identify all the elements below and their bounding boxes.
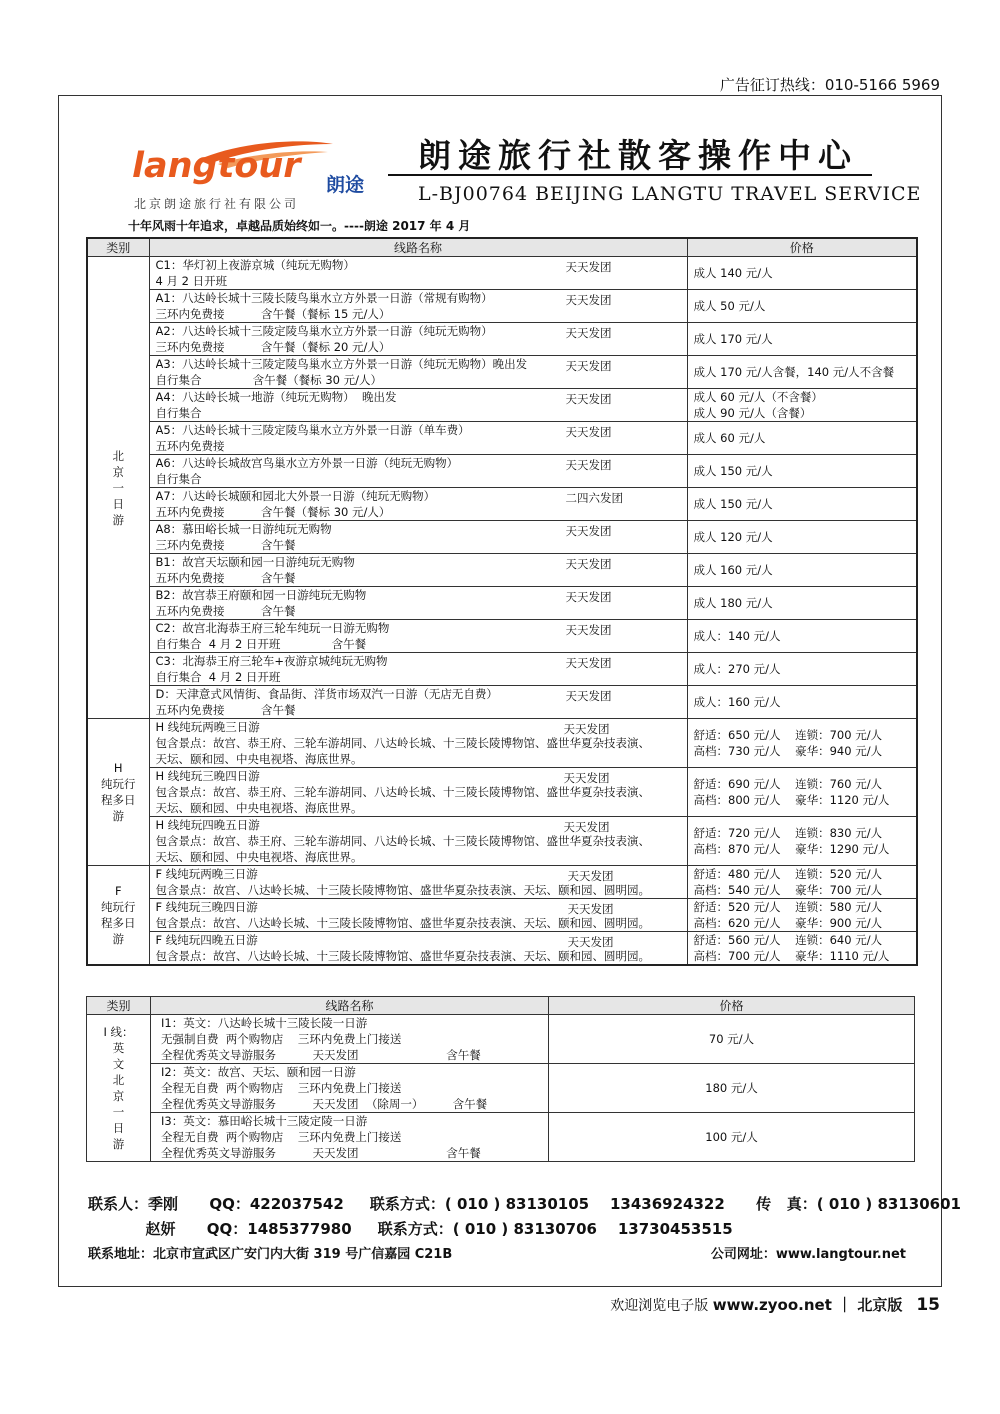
- price-cell: 成人 160 元/人: [687, 554, 917, 587]
- price-cell: 舒适：650 元/人 连锁：700 元/人 高档：730 元/人 豪华：940 元/人: [687, 719, 917, 768]
- route-title: H 线纯玩两晚三日游: [155, 720, 260, 734]
- depart-schedule: 二四六发团: [565, 491, 623, 505]
- route-detail: 全程无自费 两个购物店 三环内免费上门接送: [161, 1130, 402, 1144]
- route-detail-2: 天坛、颐和园、中央电视塔、海底世界。: [155, 801, 363, 815]
- route-title: A5：八达岭长城十三陵定陵鸟巢水立方外景一日游（单车费）: [155, 423, 470, 437]
- route-cell: [149, 620, 687, 653]
- table-row: [87, 455, 917, 488]
- table-row: [87, 587, 917, 620]
- routes-table: [86, 237, 918, 966]
- route-detail-2: 全程优秀英文导游服务 天天发团 （除周一） 含午餐: [161, 1097, 488, 1111]
- price-cell: 成人 170 元/人: [687, 323, 917, 356]
- category-cell: 北 京 一 日 游: [87, 257, 149, 719]
- price-cell: 成人：270 元/人: [687, 653, 917, 686]
- depart-schedule: 天天发团: [567, 869, 614, 883]
- category-cell: I 线： 英 文 北 京 一 日 游: [87, 1015, 151, 1162]
- table-row: [87, 866, 917, 899]
- table2-header-0: 类别: [87, 997, 151, 1015]
- price-cell: 180 元/人: [549, 1064, 915, 1113]
- slogan: 十年风雨十年追求，卓越品质始终如一。----朗途 2017 年 4 月: [128, 219, 471, 233]
- price-cell: 成人：140 元/人: [687, 620, 917, 653]
- depart-schedule: 天天发团: [565, 623, 612, 637]
- table-row: [87, 899, 917, 932]
- route-cell: [149, 653, 687, 686]
- table-header-2: 价格: [687, 238, 917, 257]
- route-title: A1：八达岭长城十三陵长陵鸟巢水立方外景一日游（常规有购物）: [155, 291, 493, 305]
- table-row: [87, 389, 917, 422]
- route-detail-2: 天坛、颐和园、中央电视塔、海底世界。: [155, 850, 363, 864]
- route-detail: 包含景点：故宫、八达岭长城、十三陵长陵博物馆、盛世华夏杂技表演、天坛、颐和园、圆明园。: [155, 916, 650, 930]
- category-cell: F 纯玩行 程多日 游: [87, 866, 149, 966]
- route-cell: [149, 899, 687, 932]
- price-cell: 成人 50 元/人: [687, 290, 917, 323]
- table-row: [87, 1015, 915, 1064]
- route-cell: [149, 554, 687, 587]
- route-title: D：天津意式风情街、食品街、洋货市场双汽一日游（无店无自费）: [155, 687, 498, 701]
- table-row: [87, 653, 917, 686]
- category-cell: H 纯玩行 程多日 游: [87, 719, 149, 866]
- route-detail: 无强制自费 两个购物店 三环内免费上门接送: [161, 1032, 402, 1046]
- route-detail-2: 天坛、颐和园、中央电视塔、海底世界。: [155, 752, 363, 766]
- route-detail: 五环内免费接: [155, 439, 225, 453]
- table-row: [87, 356, 917, 389]
- price-cell: 成人 150 元/人: [687, 488, 917, 521]
- price-cell: 舒适：480 元/人 连锁：520 元/人 高档：540 元/人 豪华：700 元/人: [687, 866, 917, 899]
- route-detail: 自行集合 含午餐（餐标 30 元/人）: [155, 373, 382, 387]
- price-cell: 成人 120 元/人: [687, 521, 917, 554]
- route-detail: 五环内免费接 含午餐（餐标 30 元/人）: [155, 505, 391, 519]
- table-row: [87, 521, 917, 554]
- route-cell: [149, 587, 687, 620]
- route-detail-2: 全程优秀英文导游服务 天天发团 含午餐: [161, 1146, 481, 1160]
- price-cell: 舒适：690 元/人 连锁：760 元/人 高档：800 元/人 豪华：1120 元/人: [687, 768, 917, 817]
- route-detail: 全程无自费 两个购物店 三环内免费上门接送: [161, 1081, 402, 1095]
- route-detail: 五环内免费接 含午餐: [155, 703, 296, 717]
- brand-divider: [388, 174, 872, 176]
- route-detail: 三环内免费接 含午餐（餐标 15 元/人）: [155, 307, 391, 321]
- table-row: [87, 768, 917, 817]
- contact-website[interactable]: 公司网址：www.langtour.net: [710, 1247, 906, 1262]
- route-cell: [149, 422, 687, 455]
- contact-row-2: 赵妍 QQ：1485377980 联系方式：( 010 ) 83130706 13730453515: [88, 1220, 733, 1238]
- table2-header-2: 价格: [549, 997, 915, 1015]
- route-title: A6：八达岭长城故宫鸟巢水立方外景一日游（纯玩无购物）: [155, 456, 459, 470]
- route-detail: 三环内免费接 含午餐（餐标 20 元/人）: [155, 340, 391, 354]
- table-row: [87, 290, 917, 323]
- depart-schedule: 天天发团: [565, 326, 612, 340]
- route-cell: [149, 356, 687, 389]
- table-header-1: 线路名称: [149, 238, 687, 257]
- table-row: [87, 686, 917, 719]
- table-row: [87, 323, 917, 356]
- route-title: B1：故宫天坛颐和园一日游纯玩无购物: [155, 555, 355, 569]
- page-number: 15: [916, 1295, 940, 1315]
- logo-wordmark: langtour: [132, 146, 301, 186]
- depart-schedule: 天天发团: [567, 935, 614, 949]
- route-detail: 自行集合 4 月 2 日开班: [155, 670, 281, 684]
- route-detail: 自行集合: [155, 406, 202, 420]
- route-cell: [149, 323, 687, 356]
- depart-schedule: 天天发团: [563, 722, 610, 736]
- route-cell: [149, 257, 687, 290]
- table-row: [87, 1064, 915, 1113]
- route-detail: 4 月 2 日开班: [155, 274, 228, 288]
- depart-schedule: 天天发团: [567, 902, 614, 916]
- route-title: H 线纯玩三晚四日游: [155, 769, 260, 783]
- route-title: F 线纯玩两晚三日游: [155, 867, 258, 881]
- price-cell: 舒适：520 元/人 连锁：580 元/人 高档：620 元/人 豪华：900 元/人: [687, 899, 917, 932]
- route-title: F 线纯玩四晚五日游: [155, 933, 258, 947]
- logo-chinese: 朗途: [326, 174, 365, 196]
- depart-schedule: 天天发团: [565, 458, 612, 472]
- depart-schedule: 天天发团: [563, 771, 610, 785]
- route-title: C3：北海恭王府三轮车+夜游京城纯玩无购物: [155, 654, 388, 668]
- price-cell: 成人 180 元/人: [687, 587, 917, 620]
- table-row: [87, 620, 917, 653]
- route-detail: 自行集合 4 月 2 日开班 含午餐: [155, 637, 367, 651]
- price-cell: 70 元/人: [549, 1015, 915, 1064]
- depart-schedule: 天天发团: [565, 392, 612, 406]
- depart-schedule: 天天发团: [565, 557, 612, 571]
- page-footer: [610, 1294, 940, 1315]
- depart-schedule: 天天发团: [565, 359, 612, 373]
- route-cell: [149, 719, 687, 768]
- english-routes-table: [86, 996, 915, 1162]
- depart-schedule: 天天发团: [565, 260, 612, 274]
- route-title: A8：慕田峪长城一日游纯玩无购物: [155, 522, 332, 536]
- route-title: A4：八达岭长城一地游（纯玩无购物） 晚出发: [155, 390, 397, 404]
- route-cell: [149, 521, 687, 554]
- table-header-0: 类别: [87, 238, 149, 257]
- route-detail: 包含景点：故宫、八达岭长城、十三陵长陵博物馆、盛世华夏杂技表演、天坛、颐和园、圆明园。: [155, 883, 650, 897]
- route-title: A2：八达岭长城十三陵定陵鸟巢水立方外景一日游（纯玩无购物）: [155, 324, 493, 338]
- table-row: [87, 719, 917, 768]
- route-cell: [151, 1064, 549, 1113]
- route-cell: [149, 488, 687, 521]
- price-cell: 舒适：720 元/人 连锁：830 元/人 高档：870 元/人 豪华：1290 元/人: [687, 817, 917, 866]
- route-title: I3：英文：慕田峪长城十三陵定陵一日游: [161, 1114, 368, 1128]
- route-detail: 包含景点：故宫、恭王府、三轮车游胡同、八达岭长城、十三陵长陵博物馆、盛世华夏杂技表演、: [155, 785, 650, 799]
- price-cell: 成人 170 元/人含餐，140 元/人不含餐: [687, 356, 917, 389]
- table-row: [87, 932, 917, 966]
- route-title: A3：八达岭长城十三陵定陵鸟巢水立方外景一日游（纯玩无购物）晚出发: [155, 357, 528, 371]
- brand-license: L-BJ00764 BEIJING LANGTU TRAVEL SERVICE: [418, 183, 922, 205]
- route-cell: [149, 686, 687, 719]
- route-title: H 线纯玩四晚五日游: [155, 818, 260, 832]
- price-cell: 成人 60 元/人: [687, 422, 917, 455]
- route-detail: 包含景点：故宫、八达岭长城、十三陵长陵博物馆、盛世华夏杂技表演、天坛、颐和园、圆明园。: [155, 949, 650, 963]
- route-title: I2：英文：故宫、天坛、颐和园一日游: [161, 1065, 356, 1079]
- table-row: [87, 422, 917, 455]
- route-detail: 五环内免费接 含午餐: [155, 604, 296, 618]
- route-detail: 包含景点：故宫、恭王府、三轮车游胡同、八达岭长城、十三陵长陵博物馆、盛世华夏杂技表演、: [155, 736, 650, 750]
- route-title: A7：八达岭长城颐和园北大外景一日游（纯玩无购物）: [155, 489, 436, 503]
- route-cell: [149, 932, 687, 966]
- table-row: [87, 488, 917, 521]
- ad-hotline: 广告征订热线：010-5166 5969: [719, 76, 940, 94]
- route-detail: 五环内免费接 含午餐: [155, 571, 296, 585]
- route-title: C2：故宫北海恭王府三轮车纯玩一日游无购物: [155, 621, 390, 635]
- depart-schedule: 天天发团: [565, 524, 612, 538]
- price-cell: 成人 60 元/人（不含餐） 成人 90 元/人（含餐）: [687, 389, 917, 422]
- price-cell: 舒适：560 元/人 连锁：640 元/人 高档：700 元/人 豪华：1110 元/人: [687, 932, 917, 966]
- logo-company-name: 北京朗途旅行社有限公司: [134, 197, 300, 211]
- table-row: [87, 554, 917, 587]
- route-detail: 自行集合: [155, 472, 202, 486]
- langtour-logo: [128, 138, 383, 210]
- table-row: [87, 817, 917, 866]
- route-title: F 线纯玩三晚四日游: [155, 900, 258, 914]
- contact-address: 联系地址：北京市宣武区广安门内大街 319 号广信嘉园 C21B: [88, 1247, 453, 1262]
- route-cell: [149, 389, 687, 422]
- route-detail-2: 全程优秀英文导游服务 天天发团 含午餐: [161, 1048, 481, 1062]
- depart-schedule: 天天发团: [565, 656, 612, 670]
- footer-edition: ｜ 北京版: [831, 1296, 903, 1314]
- table-row: [87, 257, 917, 290]
- depart-schedule: 天天发团: [563, 820, 610, 834]
- route-cell: [151, 1015, 549, 1064]
- depart-schedule: 天天发团: [565, 689, 612, 703]
- route-title: I1：英文：八达岭长城十三陵长陵一日游: [161, 1016, 368, 1030]
- route-cell: [149, 768, 687, 817]
- footer-text: 欢迎浏览电子版: [610, 1298, 713, 1314]
- contact-row-1: 联系人：季刚 QQ：422037542 联系方式：( 010 ) 83130105 13436924322 传 真：( 010 ) 83130601: [88, 1195, 961, 1213]
- table-row: [87, 1113, 915, 1162]
- route-cell: [149, 817, 687, 866]
- route-cell: [149, 290, 687, 323]
- route-cell: [149, 866, 687, 899]
- depart-schedule: 天天发团: [565, 425, 612, 439]
- brand-title: 朗途旅行社散客操作中心: [418, 136, 858, 175]
- depart-schedule: 天天发团: [565, 293, 612, 307]
- route-title: C1：华灯初上夜游京城（纯玩无购物）: [155, 258, 355, 272]
- price-cell: 100 元/人: [549, 1113, 915, 1162]
- price-cell: 成人：160 元/人: [687, 686, 917, 719]
- route-detail: 三环内免费接 含午餐: [155, 538, 296, 552]
- route-title: B2：故宫恭王府颐和园一日游纯玩无购物: [155, 588, 367, 602]
- table2-header-1: 线路名称: [151, 997, 549, 1015]
- depart-schedule: 天天发团: [565, 590, 612, 604]
- route-cell: [149, 455, 687, 488]
- route-cell: [151, 1113, 549, 1162]
- route-detail: 包含景点：故宫、恭王府、三轮车游胡同、八达岭长城、十三陵长陵博物馆、盛世华夏杂技表演、: [155, 834, 650, 848]
- price-cell: 成人 140 元/人: [687, 257, 917, 290]
- price-cell: 成人 150 元/人: [687, 455, 917, 488]
- footer-site-link[interactable]: www.zyoo.net: [712, 1296, 832, 1314]
